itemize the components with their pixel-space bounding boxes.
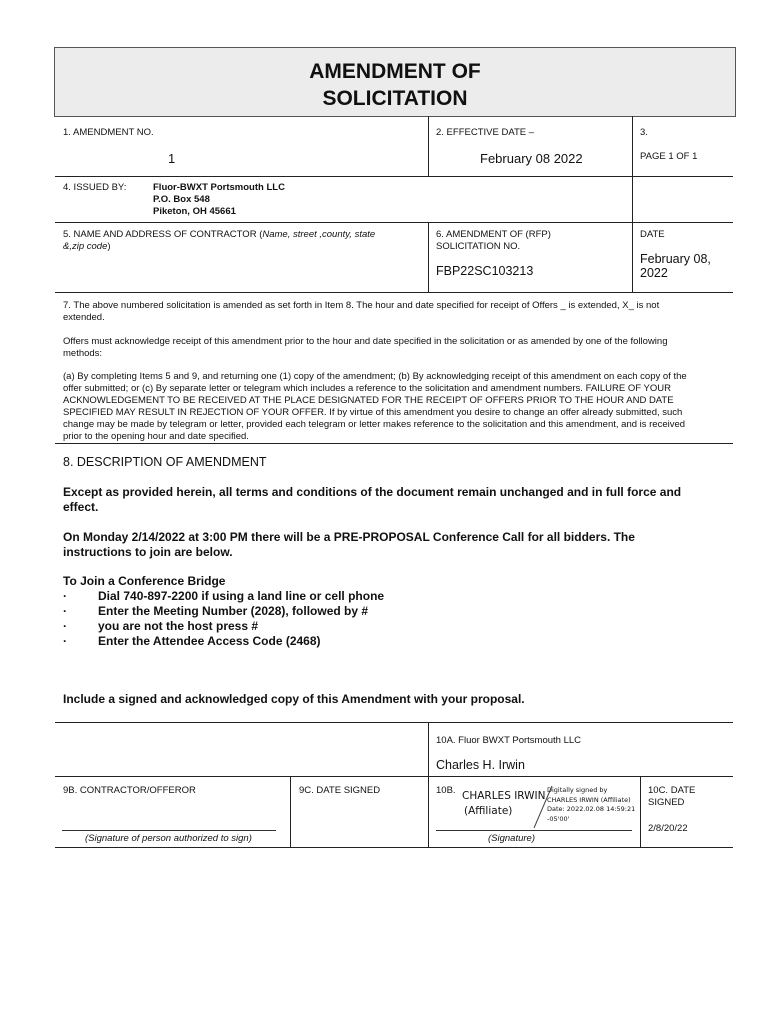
divider — [55, 222, 733, 223]
acknowledge-line2: methods: — [63, 348, 103, 359]
contractor-label: 5. NAME AND ADDRESS OF CONTRACTOR (Name, street ,county, state &,zip code) — [63, 229, 376, 252]
bullet: · — [63, 619, 67, 633]
signature-caption-left: (Signature of person authorized to sign) — [85, 833, 252, 844]
item-10c-label-line2: SIGNED — [648, 797, 685, 808]
join-step: you are not the host press # — [98, 619, 259, 633]
date-label: DATE — [640, 229, 665, 240]
amendment-of-label: 6. AMENDMENT OF (RFP) — [436, 229, 551, 240]
item-10c-label-line1: 10C. DATE — [648, 785, 696, 796]
bullet: · — [63, 604, 67, 618]
date-value-line1: February 08, — [640, 252, 711, 266]
item-7-line2: extended. — [63, 312, 105, 323]
divider — [55, 176, 733, 177]
item-7-line1: 7. The above numbered solicitation is amended as set forth in Item 8. The hour and date specified for receipt of Offers _ is extended, X_ is not — [63, 300, 660, 311]
description-p2-line1: On Monday 2/14/2022 at 3:00 PM there will be a PRE-PROPOSAL Conference Call for all bidders. The — [63, 530, 635, 544]
digital-signature-name: CHARLES IRWIN — [462, 790, 546, 802]
divider — [55, 847, 733, 848]
issued-by-label: 4. ISSUED BY: — [63, 182, 127, 193]
digital-signature-details: Digitally signed by CHARLES IRWIN (Affiliate) Date: 2022.02.08 14:59:21 -05'00' — [547, 786, 636, 823]
description-p1-line1: Except as provided herein, all terms and conditions of the document remain unchanged and in full force and — [63, 485, 682, 499]
date-value-line2: 2022 — [640, 266, 668, 280]
form-title-line2: SOLICITATION — [322, 87, 468, 110]
effective-date-label: 2. EFFECTIVE DATE – — [436, 127, 535, 138]
bullet: · — [63, 634, 67, 648]
signature-line — [62, 830, 276, 831]
solicitation-no-label: SOLICITATION NO. — [436, 241, 521, 252]
amendment-no-label: 1. AMENDMENT NO. — [63, 127, 154, 138]
description-heading: 8. DESCRIPTION OF AMENDMENT — [63, 455, 267, 469]
acknowledge-line1: Offers must acknowledge receipt of this amendment prior to the hour and date specified in the solicitation or as amended by one of the following — [63, 336, 668, 347]
divider — [640, 776, 641, 847]
item-3-label: 3. — [640, 127, 648, 138]
digital-signature-affiliate: (Affiliate) — [464, 805, 513, 817]
join-step: Enter the Meeting Number (2028), followed by # — [98, 604, 369, 618]
divider — [428, 222, 429, 292]
signature-line — [436, 830, 632, 831]
amendment-no-value: 1 — [168, 151, 176, 166]
methods-text: (a) By completing Items 5 and 9, and returning one (1) copy of the amendment; (b) By acknowledging receipt of this amendment on each copy of the offer submitted; or (c) By separate letter or telegram which includes a reference to the solicitation and amendment numbers. FAILURE OF YOUR ACKNOWLEDGEMENT TO BE RECEIVED AT THE PLACE DESIGNATED FOR THE RECEIPT OF OFFERS PRIOR TO THE HOUR AND DATE SPECIFIED MAY RESULT IN REJECTION OF YOUR OFFER. If by virtue of this amendment you desire to change an offer already submitted, such change may be made by telegram or letter, provided each telegram or letter makes reference to the solicitation and this amendment, and is received prior to the opening hour and date specified. — [63, 371, 687, 442]
effective-date-value: February 08 2022 — [480, 151, 583, 166]
signer-name: Charles H. Irwin — [436, 758, 525, 772]
join-step: Dial 740-897-2200 if using a land line or cell phone — [98, 589, 385, 603]
issuer-name: Fluor-BWXT Portsmouth LLC — [153, 182, 285, 193]
form-title-line1: AMENDMENT OF — [309, 60, 481, 83]
divider — [55, 292, 733, 293]
join-heading: To Join a Conference Bridge — [63, 574, 226, 588]
divider — [428, 722, 429, 847]
date-signed-value: 2/8/20/22 — [648, 823, 688, 834]
divider — [290, 776, 291, 847]
divider — [428, 116, 429, 176]
divider — [55, 443, 733, 444]
page-count: PAGE 1 OF 1 — [640, 151, 698, 162]
issuer-po-box: P.O. Box 548 — [153, 194, 210, 205]
description-p1-line2: effect. — [63, 500, 99, 514]
join-step: Enter the Attendee Access Code (2468) — [98, 634, 321, 648]
divider — [55, 722, 733, 723]
description-p2-line2: instructions to join are below. — [63, 545, 233, 559]
item-9b-label: 9B. CONTRACTOR/OFFEROR — [63, 785, 196, 796]
divider — [55, 776, 733, 777]
form-title-box — [54, 47, 736, 117]
bullet: · — [63, 589, 67, 603]
solicitation-no-value: FBP22SC103213 — [436, 264, 534, 278]
item-10a: 10A. Fluor BWXT Portsmouth LLC — [436, 735, 582, 746]
signature-caption-right: (Signature) — [488, 833, 535, 844]
item-10b-label: 10B. — [436, 785, 456, 796]
item-9c-label: 9C. DATE SIGNED — [299, 785, 381, 796]
issuer-city: Piketon, OH 45661 — [153, 206, 236, 217]
divider — [632, 116, 633, 292]
closing-instruction: Include a signed and acknowledged copy of this Amendment with your proposal. — [63, 692, 525, 706]
